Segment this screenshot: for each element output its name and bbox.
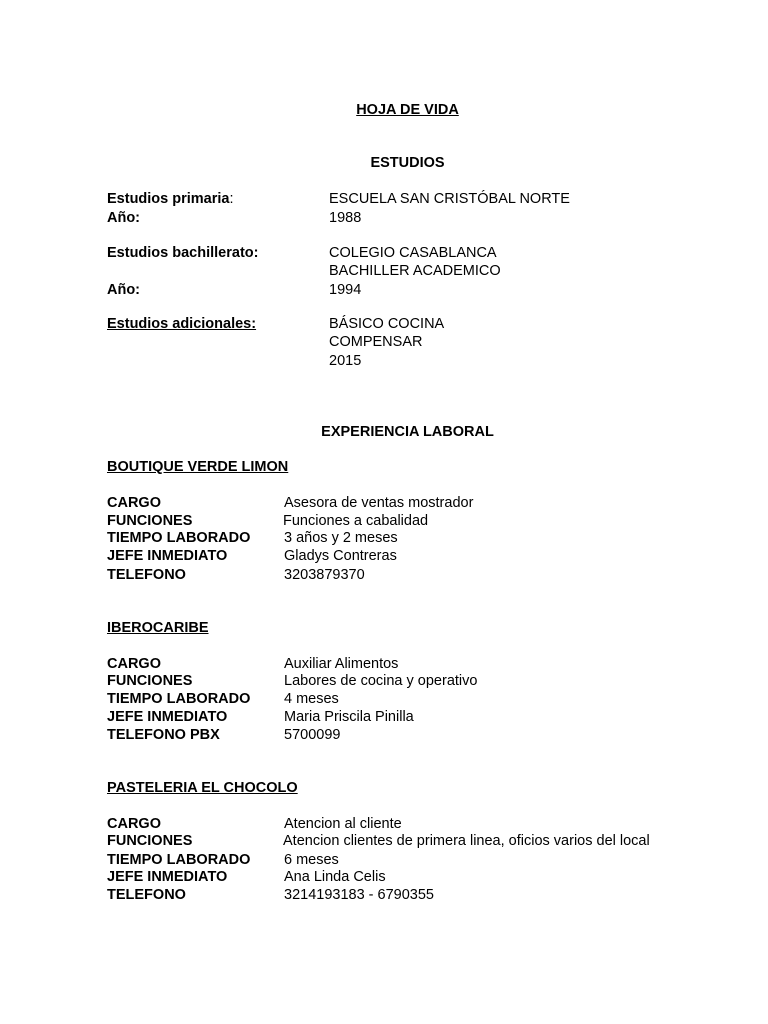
primaria-colon: : [229, 191, 234, 207]
bachillerato-year: 1994 [329, 282, 362, 298]
job-row-value: 4 meses [284, 691, 339, 707]
primaria-label: Estudios primaria [107, 191, 230, 207]
job-row-value: 5700099 [284, 727, 341, 743]
job-row-label: JEFE INMEDIATO [107, 709, 228, 725]
primaria-value: ESCUELA SAN CRISTÓBAL NORTE [329, 191, 570, 207]
job-row-label: FUNCIONES [107, 833, 193, 849]
bachillerato-label: Estudios bachillerato: [107, 245, 259, 261]
bachillerato-value-1: COLEGIO CASABLANCA [329, 245, 497, 261]
job-row-value: 3203879370 [284, 567, 365, 583]
job-row-label: JEFE INMEDIATO [107, 869, 228, 885]
job-row-label: TELEFONO PBX [107, 727, 220, 743]
document-title: HOJA DE VIDA [356, 102, 459, 118]
bachillerato-value-2: BACHILLER ACADEMICO [329, 263, 501, 279]
job-row-label: TIEMPO LABORADO [107, 691, 251, 707]
job-row-value: Labores de cocina y operativo [284, 673, 478, 689]
job-row-label: JEFE INMEDIATO [107, 548, 228, 564]
estudios-heading: ESTUDIOS [370, 155, 445, 171]
bachillerato-year-label: Año: [107, 282, 141, 298]
primaria-year-label: Año: [107, 210, 141, 226]
job-row-value: Asesora de ventas mostrador [284, 495, 474, 511]
primaria-label-row [107, 190, 234, 208]
job-row-value: Ana Linda Celis [284, 869, 386, 885]
job-row-label: CARGO [107, 495, 161, 511]
job-row-label: FUNCIONES [107, 673, 193, 689]
job-company: BOUTIQUE VERDE LIMON [107, 459, 289, 475]
adicionales-value-2: COMPENSAR [329, 334, 423, 350]
job-row-value: Atencion clientes de primera linea, oficios varios del local [283, 833, 650, 849]
primaria-year: 1988 [329, 210, 362, 226]
experiencia-heading: EXPERIENCIA LABORAL [321, 424, 494, 440]
job-row-label: TELEFONO [107, 887, 186, 903]
job-row-label: TIEMPO LABORADO [107, 852, 251, 868]
job-row-value: Gladys Contreras [284, 548, 397, 564]
adicionales-label: Estudios adicionales: [107, 316, 257, 332]
job-company: IBEROCARIBE [107, 620, 209, 636]
job-row-value: 3214193183 - 6790355 [284, 887, 434, 903]
job-row-label: TELEFONO [107, 567, 186, 583]
job-row-value: Funciones a cabalidad [283, 513, 429, 529]
job-row-label: CARGO [107, 656, 161, 672]
job-row-label: TIEMPO LABORADO [107, 530, 251, 546]
job-row-label: FUNCIONES [107, 513, 193, 529]
adicionales-value-3: 2015 [329, 353, 362, 369]
job-row-value: Auxiliar Alimentos [284, 656, 399, 672]
job-row-label: CARGO [107, 816, 161, 832]
job-company: PASTELERIA EL CHOCOLO [107, 780, 298, 796]
job-row-value: Atencion al cliente [284, 816, 402, 832]
job-row-value: 3 años y 2 meses [284, 530, 398, 546]
job-row-value: Maria Priscila Pinilla [284, 709, 414, 725]
job-row-value: 6 meses [284, 852, 339, 868]
adicionales-value-1: BÁSICO COCINA [329, 316, 445, 332]
